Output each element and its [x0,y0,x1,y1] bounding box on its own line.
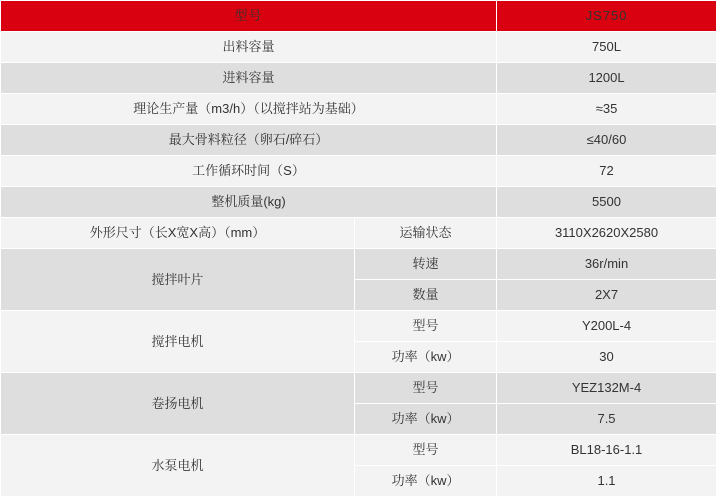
table-row [1,156,716,187]
group-sub-value: 1.1 [497,466,716,497]
table-group-row [1,218,716,249]
row-value: 1200L [497,63,716,94]
header-value: JS750 [497,1,716,32]
group-sub-label: 功率（kw） [355,404,497,435]
table-row [1,187,716,218]
group-sub-label: 型号 [355,435,497,466]
group-label: 搅拌叶片 [1,249,355,311]
group-sub-label: 型号 [355,311,497,342]
row-value: ≈35 [497,94,716,125]
row-label: 出料容量 [1,32,497,63]
row-value: 750L [497,32,716,63]
group-label: 水泵电机 [1,435,355,497]
row-value: 72 [497,156,716,187]
group-sub-value: 2X7 [497,280,716,311]
row-value: ≤40/60 [497,125,716,156]
group-sub-label: 功率（kw） [355,466,497,497]
group-sub-label: 转速 [355,249,497,280]
group-sub-value: BL18-16-1.1 [497,435,716,466]
table-header-row [1,1,716,32]
table-group-row [1,435,716,466]
group-label: 搅拌电机 [1,311,355,373]
group-sub-value: 36r/min [497,249,716,280]
group-sub-label: 数量 [355,280,497,311]
row-label: 理论生产量（m3/h）（以搅拌站为基础） [1,94,497,125]
table-group-row [1,373,716,404]
table-row [1,63,716,94]
group-label: 外形尺寸（长X宽X高）（mm） [1,218,355,249]
group-sub-value: 7.5 [497,404,716,435]
group-sub-value: 30 [497,342,716,373]
group-sub-label: 功率（kw） [355,342,497,373]
row-label: 最大骨料粒径（卵石/碎石） [1,125,497,156]
table-row [1,125,716,156]
row-label: 整机质量(kg) [1,187,497,218]
table-row [1,94,716,125]
table-group-row [1,311,716,342]
table-group-row [1,249,716,280]
group-sub-value: Y200L-4 [497,311,716,342]
row-label: 工作循环时间（S） [1,156,497,187]
group-sub-value: 3110X2620X2580 [497,218,716,249]
group-sub-label: 运输状态 [355,218,497,249]
group-sub-value: YEZ132M-4 [497,373,716,404]
table-row [1,32,716,63]
group-sub-label: 型号 [355,373,497,404]
row-value: 5500 [497,187,716,218]
row-label: 进料容量 [1,63,497,94]
header-label: 型号 [1,1,497,32]
group-label: 卷扬电机 [1,373,355,435]
